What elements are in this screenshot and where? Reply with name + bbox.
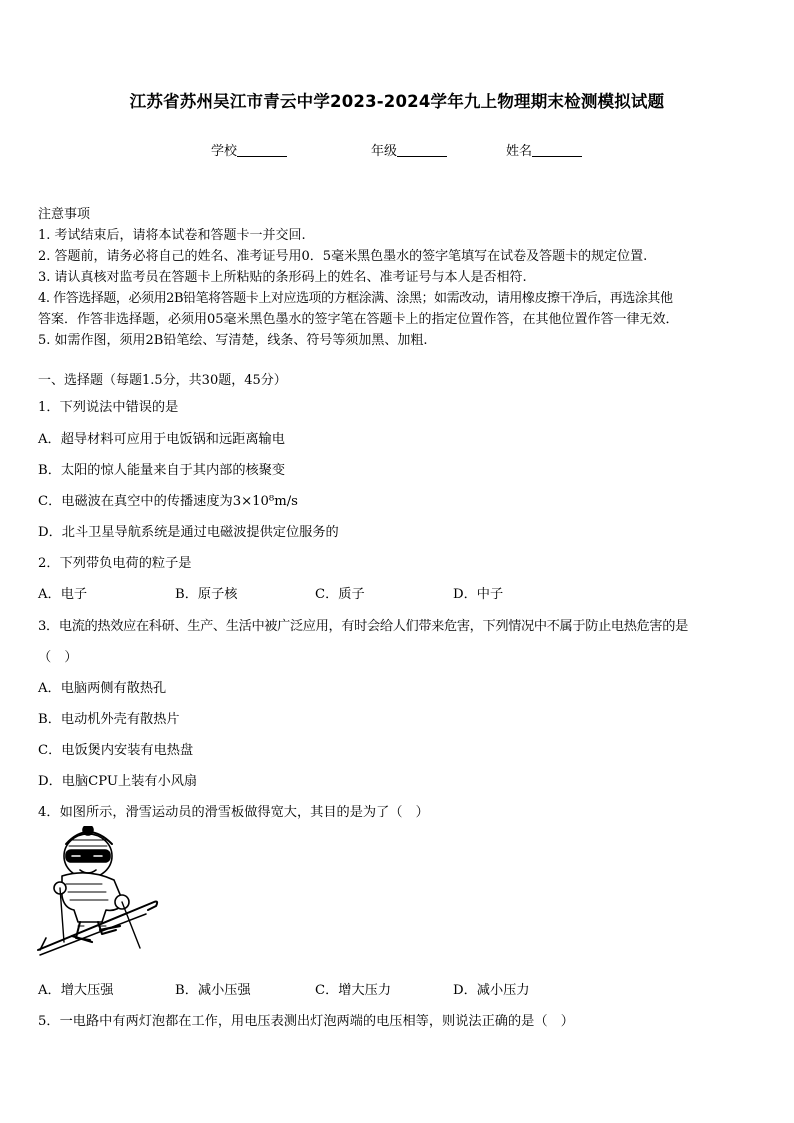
question-1-stem: 1．下列说法中错误的是 [38,400,179,415]
q4-option-a[interactable]: A．增大压强 [38,983,114,998]
q3-option-c[interactable]: C．电饭煲内安装有电热盘 [38,743,194,758]
q3-option-d[interactable]: D．电脑CPU上装有小风扇 [38,774,198,789]
q4-option-d[interactable]: D．减小压力 [453,983,530,998]
notice-item: 1. 考试结束后，请将本试卷和答题卡一并交回. [38,228,306,243]
q1-option-d[interactable]: D．北斗卫星导航系统是通过电磁波提供定位服务的 [38,525,339,540]
notice-item: 2. 答题前，请务必将自己的姓名、准考证号用0．5毫米黑色墨水的签字笔填写在试卷及答题卡的规定位置. [38,249,648,264]
q3-option-b[interactable]: B．电动机外壳有散热片 [38,712,180,727]
notice-item-cont: 答案．作答非选择题，必须用05毫米黑色墨水的签字笔在答题卡上的指定位置作答，在其他位置作答一律无效． [38,312,679,327]
skier-figure [36,826,160,964]
q1-option-a[interactable]: A．超导材料可应用于电饭锅和远距离输电 [38,432,285,447]
q1-option-c[interactable]: C．电磁波在真空中的传播速度为3×10⁸m/s [38,494,298,509]
section-heading: 一、选择题（每题1.5分，共30题，45分） [38,373,287,388]
name-field [506,140,582,159]
exam-title: 江苏省苏州吴江市青云中学2023-2024学年九上物理期末检测模拟试题 [129,92,665,111]
q2-option-a[interactable]: A．电子 [38,587,88,602]
grade-label: 年级 [371,144,398,159]
name-label: 姓名 [506,144,533,159]
notice-item: 5. 如需作图，须用2B铅笔绘、写清楚，线条、符号等须加黑、加粗. [38,333,428,348]
grade-field [371,140,447,159]
question-2-stem: 2．下列带负电荷的粒子是 [38,556,192,571]
question-3-stem: 3．电流的热效应在科研、生产、生活中被广泛应用，有时会给人们带来危害，下列情况中不属于防止电热危害的是 [38,619,688,634]
notice-item: 4. 作答选择题，必须用2B铅笔将答题卡上对应选项的方框涂满、涂黑；如需改动，请用橡皮擦干净后，再选涂其他 [38,291,673,306]
q1-option-b[interactable]: B．太阳的惊人能量来自于其内部的核聚变 [38,463,286,478]
q4-option-b[interactable]: B．减小压强 [175,983,251,998]
q2-option-d[interactable]: D．中子 [453,587,504,602]
name-blank[interactable] [532,142,582,157]
q4-option-c[interactable]: C．增大压力 [315,983,392,998]
notice-item: 3. 请认真核对监考员在答题卡上所粘贴的条形码上的姓名、准考证号与本人是否相符. [38,270,527,285]
grade-blank[interactable] [397,142,447,157]
question-4-stem: 4．如图所示，滑雪运动员的滑雪板做得宽大，其目的是为了（ ） [38,805,429,820]
school-field [211,140,287,159]
q2-option-c[interactable]: C．质子 [315,587,365,602]
notice-heading: 注意事项 [38,207,91,222]
question-3-stem-cont: （ ） [38,650,78,665]
school-label: 学校 [211,144,238,159]
question-5-stem: 5．一电路中有两灯泡都在工作，用电压表测出灯泡两端的电压相等，则说法正确的是（ ） [38,1014,574,1029]
q2-option-b[interactable]: B．原子核 [175,587,238,602]
q3-option-a[interactable]: A．电脑两侧有散热孔 [38,681,167,696]
school-blank[interactable] [237,142,287,157]
